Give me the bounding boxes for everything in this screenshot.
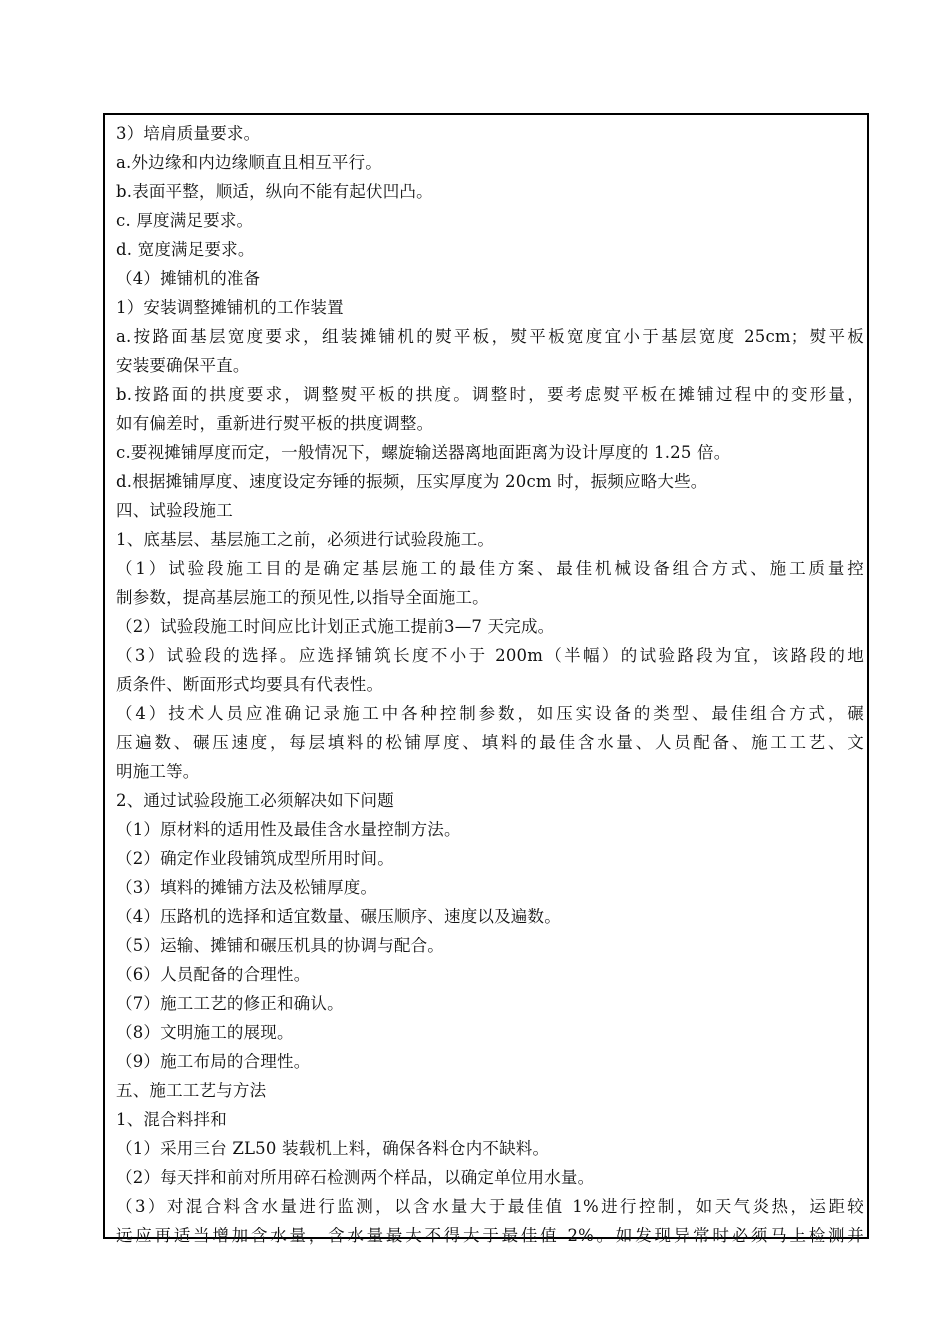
- text-line: c. 厚度满足要求。: [116, 211, 254, 230]
- text-line: a.按路面基层宽度要求，组装摊铺机的熨平板，熨平板宽度宜小于基层宽度 25cm；熨平板: [116, 327, 864, 346]
- text-line: b.表面平整，顺适，纵向不能有起伏凹凸。: [116, 182, 433, 201]
- text-line: 明施工等。: [116, 762, 200, 781]
- list-item: （3）填料的摊铺方法及松铺厚度。: [116, 878, 378, 897]
- document-body: [116, 119, 864, 1250]
- list-item: （5）运输、摊铺和碾压机具的协调与配合。: [116, 936, 444, 955]
- list-item: （4）压路机的选择和适宜数量、碾压顺序、速度以及遍数。: [116, 907, 561, 926]
- document-frame: [103, 113, 869, 1245]
- section-heading: 四、试验段施工: [116, 501, 233, 520]
- section-heading: 2、通过试验段施工必须解决如下问题: [116, 791, 394, 810]
- list-item: （7）施工工艺的修正和确认。: [116, 994, 344, 1013]
- section-heading: 1、混合料拌和: [116, 1110, 227, 1129]
- list-item: （6）人员配备的合理性。: [116, 965, 311, 984]
- list-item: （2）确定作业段铺筑成型所用时间。: [116, 849, 394, 868]
- text-line: （3）对混合料含水量进行监测，以含水量大于最佳值 1%进行控制，如天气炎热，运距较: [116, 1197, 864, 1216]
- text-line: d.根据摊铺厚度、速度设定夯锤的振频，压实厚度为 20cm 时，振频应略大些。: [116, 472, 708, 491]
- text-line: （2）每天拌和前对所用碎石检测两个样品，以确定单位用水量。: [116, 1168, 595, 1187]
- text-line: 质条件、断面形式均要具有代表性。: [116, 675, 384, 694]
- text-line: b.按路面的拱度要求，调整熨平板的拱度。调整时，要考虑熨平板在摊铺过程中的变形量，: [116, 385, 864, 404]
- text-line: 安装要确保平直。: [116, 356, 250, 375]
- text-line: 如有偏差时，重新进行熨平板的拱度调整。: [116, 414, 434, 433]
- list-item: （9）施工布局的合理性。: [116, 1052, 311, 1071]
- section-heading: 五、施工工艺与方法: [116, 1081, 267, 1100]
- list-item: （1）原材料的适用性及最佳含水量控制方法。: [116, 820, 461, 839]
- section-heading: （4）摊铺机的准备: [116, 269, 261, 288]
- text-line: 1、底基层、基层施工之前，必须进行试验段施工。: [116, 530, 495, 549]
- text-line: a.外边缘和内边缘顺直且相互平行。: [116, 153, 382, 172]
- text-line: c.要视摊铺厚度而定，一般情况下，螺旋输送器离地面距离为设计厚度的 1.25 倍。: [116, 443, 731, 462]
- text-line: （4）技术人员应准确记录施工中各种控制参数，如压实设备的类型、最佳组合方式，碾: [116, 704, 864, 723]
- text-line: （1）试验段施工目的是确定基层施工的最佳方案、最佳机械设备组合方式、施工质量控: [116, 559, 864, 578]
- text-line: （1）采用三台 ZL50 装载机上料，确保各料仓内不缺料。: [116, 1139, 550, 1158]
- text-line: 压遍数、碾压速度，每层填料的松铺厚度、填料的最佳含水量、人员配备、施工工艺、文: [116, 733, 864, 752]
- text-line: d. 宽度满足要求。: [116, 240, 255, 259]
- text-line: 3）培肩质量要求。: [116, 124, 261, 143]
- text-line: （3）试验段的选择。应选择铺筑长度不小于 200m（半幅）的试验路段为宜，该路段的地: [116, 646, 864, 665]
- text-line: （2）试验段施工时间应比计划正式施工提前3—7 天完成。: [116, 617, 555, 636]
- text-line: 1）安装调整摊铺机的工作装置: [116, 298, 344, 317]
- text-line: 远应再适当增加含水量，含水量最大不得大于最佳值 2%。如发现异常时必须马上检测并: [116, 1226, 864, 1245]
- text-line: 制参数，提高基层施工的预见性,以指导全面施工。: [116, 588, 489, 607]
- list-item: （8）文明施工的展现。: [116, 1023, 294, 1042]
